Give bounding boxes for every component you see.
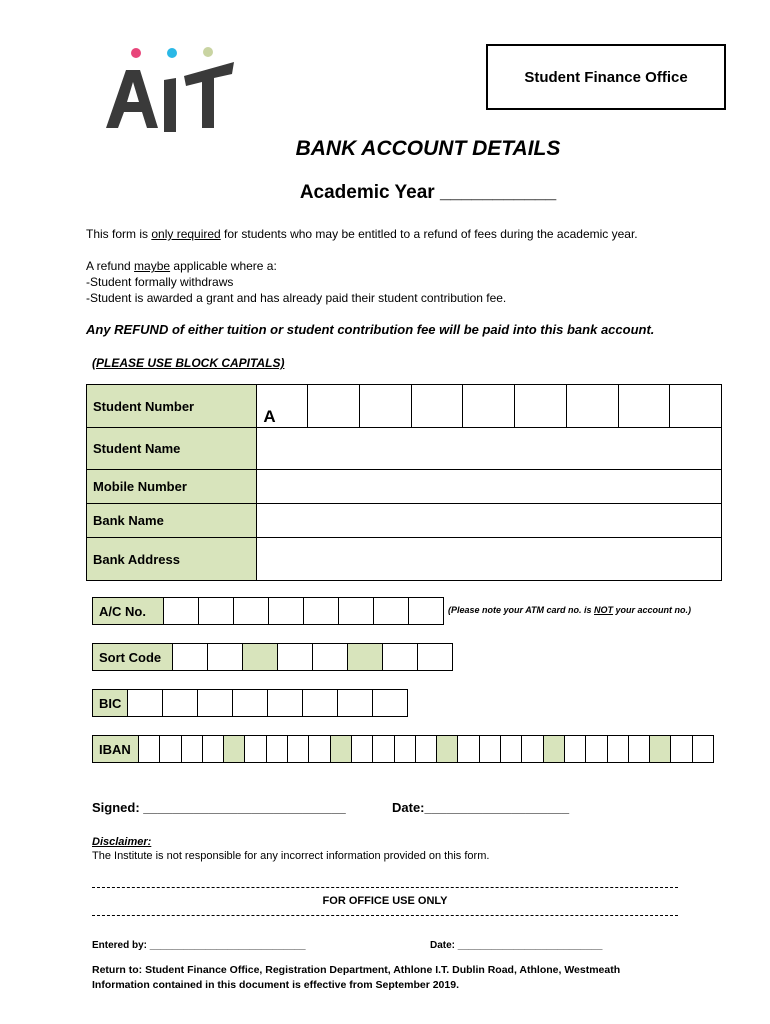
atm-card-note: (Please note your ATM card no. is NOT your account no.) — [448, 605, 692, 615]
page-title: BANK ACCOUNT DETAILS — [295, 137, 561, 160]
sort-code-cell[interactable] — [208, 644, 243, 671]
iban-cell[interactable] — [160, 736, 181, 763]
iban-cell[interactable] — [522, 736, 543, 763]
refund-line-2: -Student formally withdraws — [86, 275, 234, 289]
iban-cell[interactable] — [564, 736, 585, 763]
account-number-cell[interactable] — [374, 598, 409, 625]
office-label: Student Finance Office — [524, 68, 688, 86]
account-number-cell[interactable] — [199, 598, 234, 625]
bank-address-label: Bank Address — [87, 538, 257, 581]
iban-cell[interactable] — [351, 736, 372, 763]
date-line[interactable]: Date:____________________ — [392, 800, 570, 815]
iban-cell[interactable] — [266, 736, 287, 763]
bank-name-label: Bank Name — [87, 504, 257, 538]
bic-table — [92, 689, 408, 717]
bic-cell[interactable] — [373, 690, 408, 717]
bic-cell[interactable] — [303, 690, 338, 717]
bank-address-field[interactable] — [257, 538, 722, 581]
account-number-cell[interactable] — [164, 598, 199, 625]
student-number-cell[interactable] — [411, 385, 463, 428]
iban-cell[interactable] — [415, 736, 436, 763]
account-number-cell[interactable] — [269, 598, 304, 625]
refund-line-3: -Student is awarded a grant and has already paid their student contribution fee. — [86, 291, 507, 305]
student-number-cell[interactable] — [566, 385, 618, 428]
iban-cell[interactable] — [394, 736, 415, 763]
sort-code-cell[interactable] — [383, 644, 418, 671]
office-use-heading: FOR OFFICE USE ONLY — [322, 895, 448, 907]
iban-cell[interactable] — [501, 736, 522, 763]
bic-cell[interactable] — [128, 690, 163, 717]
iban-separator — [330, 736, 351, 763]
student-name-field[interactable] — [257, 428, 722, 470]
student-number-cell[interactable] — [308, 385, 360, 428]
sort-code-cell[interactable] — [313, 644, 348, 671]
entered-by-line: Entered by: ____________________________ — [92, 940, 306, 951]
intro-text: This form is only required for students who may be entitled to a refund of fees during the academic year. — [86, 227, 638, 241]
student-number-cell[interactable] — [463, 385, 515, 428]
student-number-label: Student Number — [87, 385, 257, 428]
iban-cell[interactable] — [181, 736, 202, 763]
iban-label: IBAN — [93, 736, 139, 763]
iban-cell[interactable] — [607, 736, 628, 763]
sort-code-label: Sort Code — [93, 644, 173, 671]
account-number-cell[interactable] — [234, 598, 269, 625]
iban-cell[interactable] — [671, 736, 692, 763]
account-number-cell[interactable] — [304, 598, 339, 625]
iban-cell[interactable] — [245, 736, 266, 763]
iban-cell[interactable] — [309, 736, 330, 763]
account-number-cell[interactable] — [339, 598, 374, 625]
student-number-prefix: A — [257, 385, 308, 428]
sort-code-cell[interactable] — [418, 644, 453, 671]
iban-cell[interactable] — [288, 736, 309, 763]
iban-table — [92, 735, 714, 763]
refund-notice: Any REFUND of either tuition or student contribution fee will be paid into this bank account. — [86, 322, 655, 337]
bic-label: BIC — [93, 690, 128, 717]
sort-code-separator — [348, 644, 383, 671]
account-number-label: A/C No. — [93, 598, 164, 625]
student-number-cell[interactable] — [359, 385, 411, 428]
sort-code-cell[interactable] — [173, 644, 208, 671]
student-number-cell[interactable] — [515, 385, 567, 428]
iban-cell[interactable] — [692, 736, 713, 763]
refund-line-1: A refund maybe applicable where a: — [86, 259, 277, 273]
student-number-cell[interactable] — [618, 385, 670, 428]
disclaimer-heading: Disclaimer: — [92, 836, 152, 848]
bic-cell[interactable] — [338, 690, 373, 717]
student-finance-office-box — [486, 44, 726, 110]
bank-name-field[interactable] — [257, 504, 722, 538]
bic-cell[interactable] — [198, 690, 233, 717]
iban-cell[interactable] — [373, 736, 394, 763]
iban-cell[interactable] — [139, 736, 160, 763]
sort-code-table — [92, 643, 453, 671]
iban-separator — [650, 736, 671, 763]
bic-cell[interactable] — [268, 690, 303, 717]
block-capitals-note: (PLEASE USE BLOCK CAPITALS) — [92, 356, 285, 370]
iban-cell[interactable] — [628, 736, 649, 763]
mobile-number-label: Mobile Number — [87, 470, 257, 504]
effective-date-note: Information contained in this document is effective from September 2019. — [92, 979, 459, 991]
sort-code-cell[interactable] — [278, 644, 313, 671]
dashed-divider — [92, 887, 678, 888]
iban-cell[interactable] — [586, 736, 607, 763]
dashed-divider — [92, 915, 678, 916]
bic-cell[interactable] — [233, 690, 268, 717]
bic-cell[interactable] — [163, 690, 198, 717]
academic-year: Academic Year ___________ — [299, 182, 557, 203]
account-number-cell[interactable] — [409, 598, 444, 625]
signed-line[interactable]: Signed: ____________________________ — [92, 800, 346, 815]
student-name-label: Student Name — [87, 428, 257, 470]
details-table — [86, 384, 722, 581]
sort-code-separator — [243, 644, 278, 671]
iban-cell[interactable] — [458, 736, 479, 763]
office-date-line: Date: __________________________ — [430, 940, 603, 951]
iban-cell[interactable] — [479, 736, 500, 763]
disclaimer-text: The Institute is not responsible for any incorrect information provided on this form. — [92, 850, 490, 862]
iban-cell[interactable] — [202, 736, 223, 763]
iban-separator — [543, 736, 564, 763]
iban-separator — [437, 736, 458, 763]
iban-separator — [224, 736, 245, 763]
ait-logo — [100, 44, 240, 139]
student-number-cell[interactable] — [670, 385, 722, 428]
account-number-table — [92, 597, 444, 625]
return-address: Return to: Student Finance Office, Registration Department, Athlone I.T. Dublin Road, Athlone, Westmeath — [92, 964, 621, 976]
mobile-number-field[interactable] — [257, 470, 722, 504]
